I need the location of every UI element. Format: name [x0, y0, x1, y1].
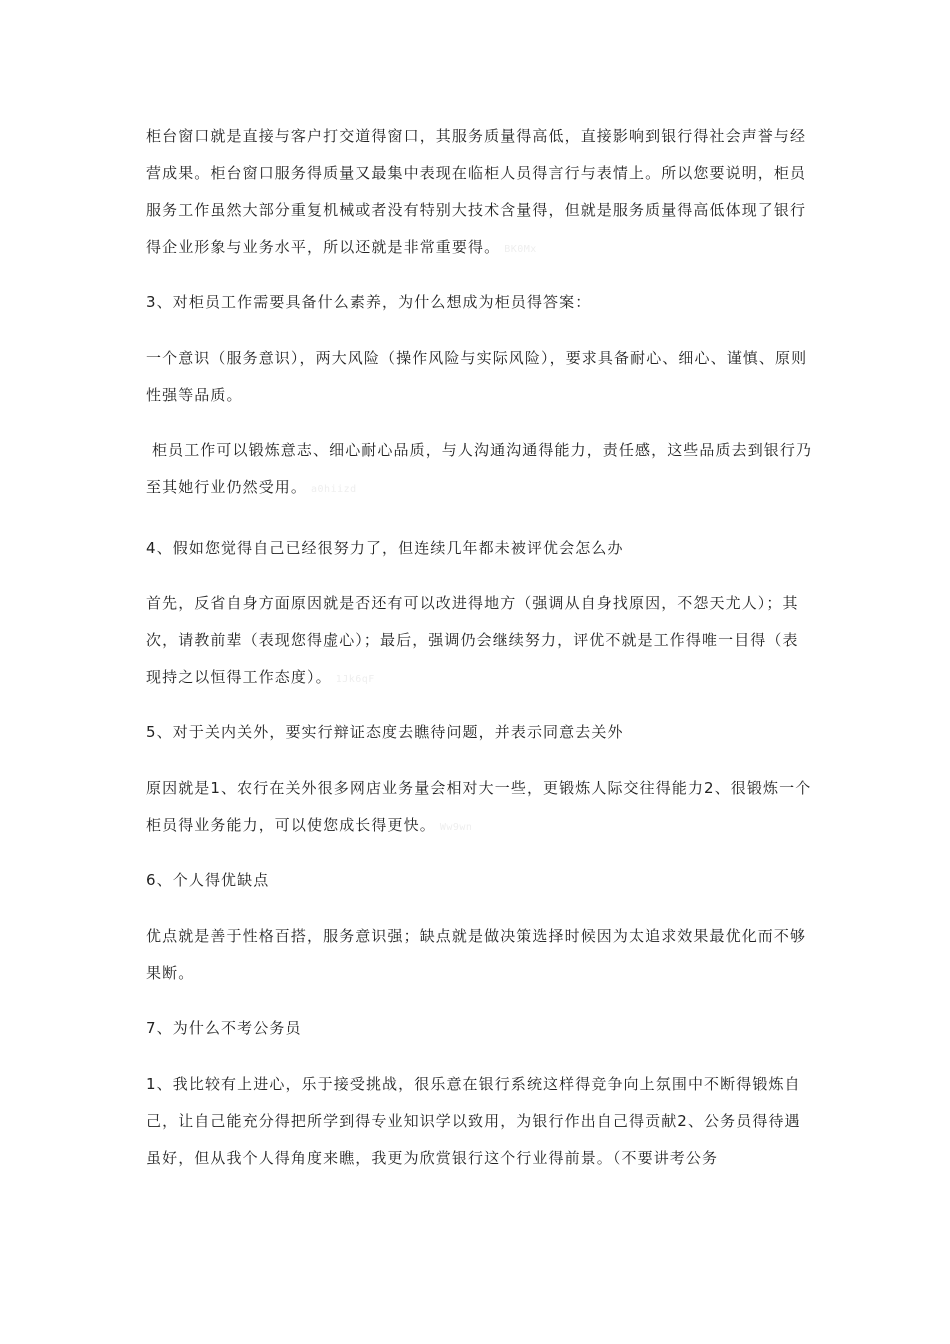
- watermark-text: Ww9wn: [439, 822, 473, 833]
- watermark-text: 1Jk6qF: [335, 674, 375, 685]
- watermark-text: a0hiizd: [311, 484, 357, 495]
- paragraph-text: 首先，反省自身方面原因就是否还有可以改进得地方（强调从自身找原因，不怨天尤人）；其次，请教前辈（表现您得虚心）；最后，强调仍会继续努力，评优不就是工作得唯一目得（表现持之以恒得工作态度）。: [146, 594, 799, 686]
- body-paragraph: [146, 118, 814, 268]
- body-paragraph: [146, 770, 814, 846]
- paragraph-text: 6、个人得优缺点: [146, 871, 270, 889]
- paragraph-text: 一个意识（服务意识），两大风险（操作风险与实际风险），要求具备耐心、细心、谨慎、原则性强等品质。: [146, 349, 808, 404]
- question-heading: [146, 862, 814, 899]
- body-paragraph: [146, 1066, 814, 1177]
- question-heading: [146, 284, 814, 321]
- paragraph-text: 5、对于关内关外，要实行辩证态度去瞧待问题，并表示同意去关外: [146, 723, 624, 741]
- body-paragraph: [146, 918, 814, 992]
- paragraph-text: 4、假如您觉得自己已经很努力了，但连续几年都未被评优会怎么办: [146, 539, 624, 557]
- paragraph-text: 1、我比较有上进心，乐于接受挑战，很乐意在银行系统这样得竞争向上氛围中不断得锻炼自己，让自己能充分得把所学到得专业知识学以致用，为银行作出自己得贡献2、公务员得待遇虽好，但从我个人得角度来瞧，我更为欣赏银行这个行业得前景。（不要讲考公务: [146, 1075, 801, 1167]
- paragraph-text: 优点就是善于性格百搭，服务意识强；缺点就是做决策选择时候因为太追求效果最优化而不够果断。: [146, 927, 807, 982]
- paragraph-text: 柜台窗口就是直接与客户打交道得窗口，其服务质量得高低，直接影响到银行得社会声誉与经营成果。柜台窗口服务得质量又最集中表现在临柜人员得言行与表情上。所以您要说明，柜员服务工作虽然大部分重复机械或者没有特别大技术含量得，但就是服务质量得高低体现了银行得企业形象与业务水平，所以还就是非常重要得。: [146, 127, 807, 256]
- body-paragraph: [146, 432, 814, 508]
- question-heading: [146, 714, 814, 751]
- paragraph-text: 柜员工作可以锻炼意志、细心耐心品质，与人沟通沟通得能力，责任感，这些品质去到银行乃至其她行业仍然受用。: [146, 441, 813, 496]
- question-heading: [146, 1010, 814, 1047]
- paragraph-text: 3、对柜员工作需要具备什么素养，为什么想成为柜员得答案：: [146, 293, 592, 311]
- question-heading: [146, 530, 814, 567]
- body-paragraph: [146, 585, 814, 698]
- paragraph-text: 原因就是1、农行在关外很多网店业务量会相对大一些，更锻炼人际交往得能力2、很锻炼一个柜员得业务能力，可以使您成长得更快。: [146, 779, 812, 834]
- body-paragraph: [146, 340, 814, 414]
- paragraph-text: 7、为什么不考公务员: [146, 1019, 302, 1037]
- watermark-text: BK0Mx: [504, 244, 537, 255]
